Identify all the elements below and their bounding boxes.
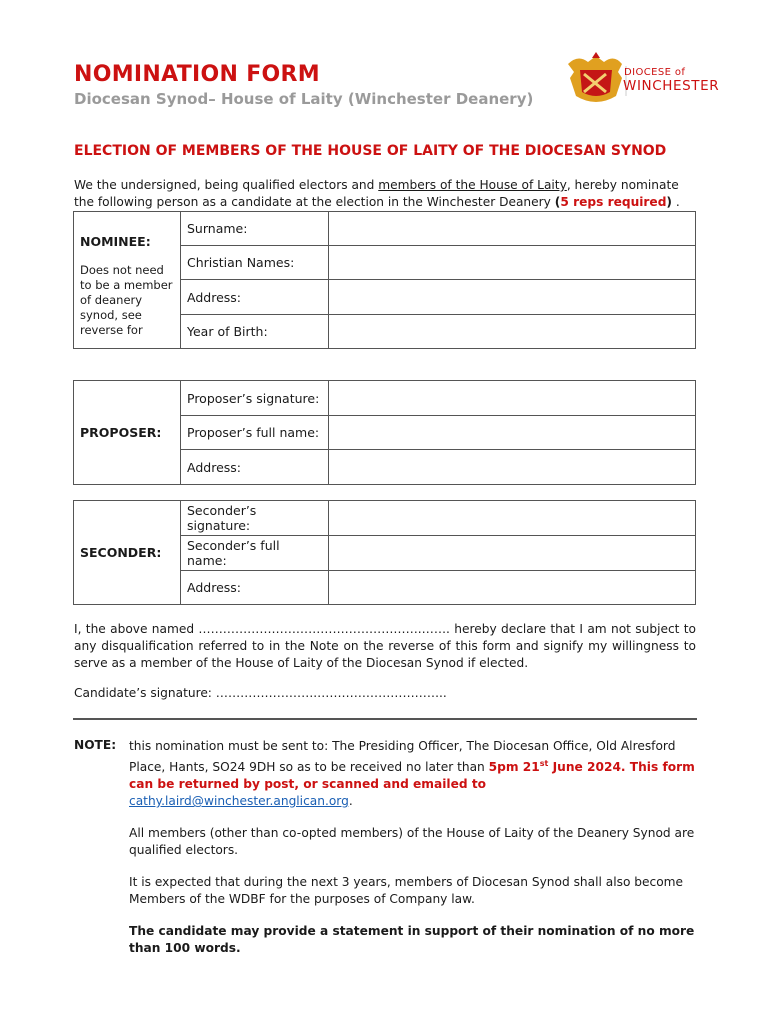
email-link[interactable]: cathy.laird@winchester.anglican.org: [129, 794, 349, 809]
note-statement-paragraph: The candidate may provide a statement in support of their nomination of no more than 100 words.: [129, 924, 695, 956]
seconder-table: [73, 500, 696, 605]
reps-required: 5 reps required: [560, 195, 667, 209]
intro-text-end: .: [672, 195, 680, 209]
deadline-month-year: June 2024.: [548, 760, 626, 775]
proposer-signature-label: Proposer’s signature:: [181, 381, 329, 416]
note-deadline: [489, 760, 626, 774]
nominee-address-input[interactable]: [329, 280, 696, 315]
intro-text-mid: , hereby nominate the following person as a candidate at the election in the Winchester Deanery: [74, 178, 679, 209]
seconder-signature-label: Seconder’s signature:: [181, 501, 329, 536]
form-subtitle: Diocesan Synod– House of Laity (Winchester Deanery): [74, 90, 534, 108]
intro-paragraph: [74, 177, 694, 211]
seconder-signature-input[interactable]: [329, 501, 696, 536]
nominee-label-cell: [74, 212, 181, 349]
seconder-address-label: Address:: [181, 571, 329, 605]
note-address-text: this nomination must be sent to: The Presiding Officer, The Diocesan Office, Old Alresford Place, Hants, SO24 9DH so as to be received no later than: [129, 739, 676, 775]
intro-paren-open: (: [554, 195, 561, 209]
note-wdbf-paragraph: It is expected that during the next 3 years, members of Diocesan Synod shall also become Members of the WDBF for the purposes of Company law.: [129, 875, 684, 907]
christian-names-label: Christian Names:: [181, 246, 329, 280]
note-return-instructions: This form can be returned by post, or scanned and emailed to: [129, 760, 695, 792]
proposer-address-input[interactable]: [329, 450, 696, 485]
proposer-signature-input[interactable]: [329, 381, 696, 416]
nominee-note: Does not need to be a member of deanery synod, see reverse for: [80, 263, 173, 337]
nominee-table: [73, 211, 696, 349]
deadline-ordinal: st: [539, 759, 549, 768]
note-submission-paragraph: [129, 738, 699, 810]
declaration-paragraph: I, the above named ……………………………………………….……. hereby declare that I am not subject to any disqualification referred to in the Note on the reverse of this form and signify my willingness to serve as a member of the House of Laity of the Diocesan Synod if elected.: [74, 622, 696, 670]
form-title: NOMINATION FORM: [74, 62, 320, 87]
note-electors-paragraph: All members (other than co-opted members) of the House of Laity of the Deanery Synod are qualified electors.: [129, 826, 695, 858]
election-heading: ELECTION OF MEMBERS OF THE HOUSE OF LAITY OF THE DIOCESAN SYNOD: [74, 143, 667, 159]
note-period: .: [348, 794, 353, 809]
nominee-role-label: NOMINEE:: [80, 234, 151, 249]
logo-text-diocese-of: DIOCESE of: [624, 67, 686, 78]
deadline-date: 5pm 21: [488, 760, 540, 775]
candidate-signature-line: Candidate’s signature: …………………….…………………………..: [74, 686, 447, 700]
intro-underlined-text: members of the House of Laity: [378, 178, 567, 192]
proposer-full-name-label: Proposer’s full name:: [181, 416, 329, 450]
proposer-address-label: Address:: [181, 450, 329, 485]
year-of-birth-input[interactable]: [329, 315, 696, 349]
seconder-role-label: SECONDER:: [74, 501, 181, 605]
year-of-birth-label: Year of Birth:: [181, 315, 329, 349]
nominee-address-label: Address:: [181, 280, 329, 315]
note-label: NOTE:: [74, 738, 117, 752]
seconder-full-name-label: Seconder’s full name:: [181, 536, 329, 571]
proposer-full-name-input[interactable]: [329, 416, 696, 450]
surname-input[interactable]: [329, 212, 696, 246]
seconder-address-input[interactable]: [329, 571, 696, 605]
surname-label: Surname:: [181, 212, 329, 246]
seconder-full-name-input[interactable]: [329, 536, 696, 571]
logo-text-winchester: WINCHESTER: [623, 78, 720, 94]
christian-names-input[interactable]: [329, 246, 696, 280]
intro-paren-close: ): [666, 195, 672, 209]
intro-text-start: We the undersigned, being qualified electors and: [74, 178, 379, 192]
note-body: [129, 738, 699, 972]
proposer-table: [73, 380, 696, 485]
proposer-role-label: PROPOSER:: [74, 381, 181, 485]
section-divider: [73, 718, 697, 720]
